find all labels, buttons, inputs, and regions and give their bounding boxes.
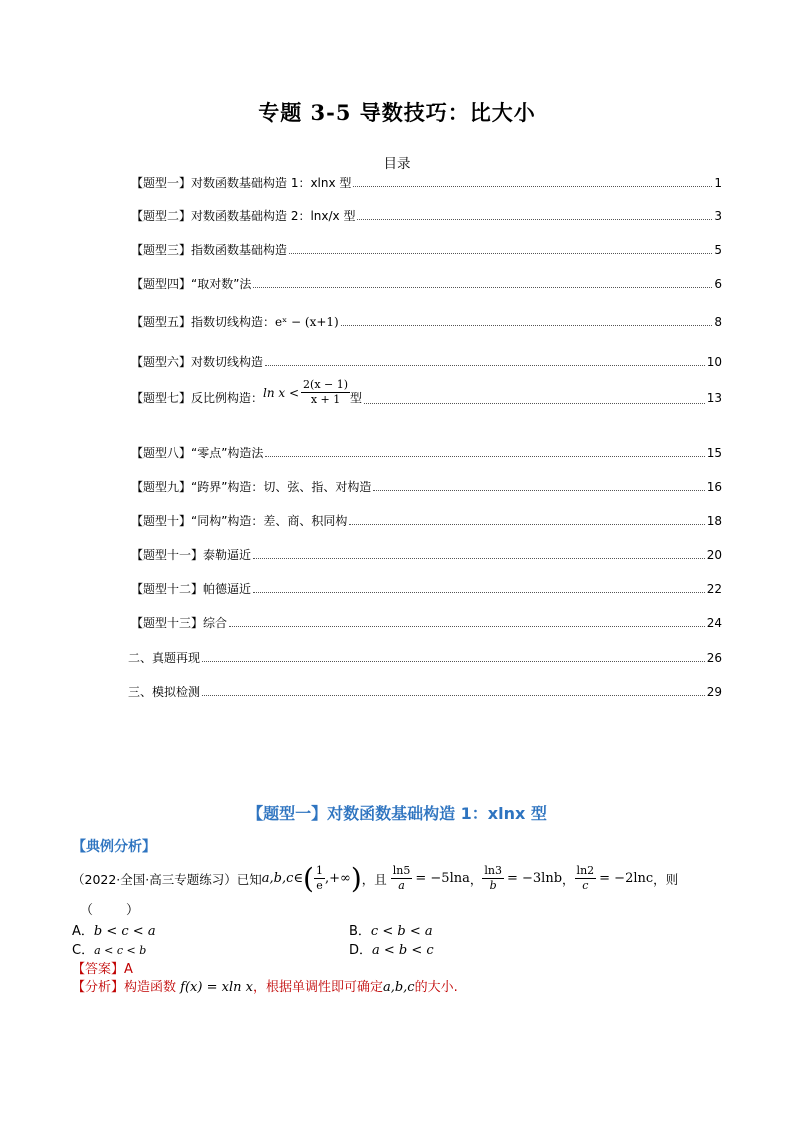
toc-entry-label: 【题型二】对数函数基础构造 2：lnx/x 型 (131, 209, 356, 223)
question-end: ，则 (653, 871, 679, 887)
option-a[interactable] (72, 920, 156, 939)
toc-leader (353, 186, 712, 187)
sep-2: ， (562, 871, 575, 887)
toc-entry-page: 8 (714, 315, 722, 329)
toc-leader (202, 695, 705, 696)
toc-entry[interactable] (131, 208, 722, 224)
toc-entry-label: 【题型五】指数切线构造： (131, 315, 276, 329)
toc-leader (373, 490, 704, 491)
toc-leader (265, 365, 705, 366)
toc-entry[interactable] (131, 242, 722, 258)
toc-entry[interactable] (131, 581, 722, 597)
option-b[interactable] (349, 920, 433, 939)
toc-entry[interactable] (131, 513, 722, 529)
option-text: b < c < a (93, 924, 156, 939)
page-title: 专题 3-5 导数技巧：比大小 (258, 100, 536, 125)
option-text: a < c < b (94, 944, 147, 957)
toc-entry-label: 【题型六】对数切线构造 (131, 355, 264, 369)
toc-entry-label: 【题型四】“取对数”法 (131, 277, 252, 291)
toc-fraction-den: x + 1 (310, 393, 341, 406)
fraction-3-num: ln2 (576, 864, 595, 877)
toc-entry-page: 13 (706, 391, 722, 405)
toc-entry[interactable] (128, 650, 722, 666)
analysis-vars: a,b,c (382, 980, 415, 995)
analysis-end: 的大小. (414, 980, 458, 995)
answer-blank: （ ） (80, 903, 140, 918)
toc-entry-label: 【题型十】“同构”构造：差、商、积同构 (131, 514, 348, 528)
toc-entry-suffix: 型 (350, 391, 363, 405)
answer-line (72, 958, 133, 977)
option-key: D． (349, 943, 373, 958)
toc-entry-page: 1 (714, 176, 722, 190)
toc-entry[interactable] (131, 276, 722, 292)
toc-leader (253, 592, 705, 593)
example-tag: 【典例分析】 (72, 839, 156, 855)
question-prefix: （2022·全国·高三专题练习）已知 (72, 871, 262, 887)
toc-entry-page: 5 (714, 243, 722, 257)
toc-leader (349, 524, 704, 525)
fraction-1-num: ln5 (392, 864, 411, 877)
question-mid: ，且 (361, 871, 387, 887)
option-text: a < b < c (372, 943, 434, 958)
toc-entry-page: 20 (706, 548, 722, 562)
toc-entry[interactable] (131, 479, 722, 495)
toc-entry-page: 22 (706, 582, 722, 596)
answer-tag: 【答案】 (72, 962, 125, 977)
toc-entry-page: 29 (706, 685, 722, 699)
fraction-1-den: a (398, 879, 405, 892)
toc-entry-label: 【题型十三】综合 (131, 616, 228, 630)
fraction-2-den: b (489, 879, 497, 892)
sep-1: ， (469, 871, 483, 887)
toc-entry[interactable] (131, 314, 722, 330)
toc-entry-page: 18 (706, 514, 722, 528)
toc-entry[interactable] (131, 378, 722, 407)
toc-formula-fraction (301, 378, 350, 407)
fraction-1 (391, 864, 413, 893)
option-d[interactable] (349, 939, 434, 958)
fraction-2 (482, 864, 504, 893)
toc-formula-left: ln x < (263, 385, 300, 400)
toc-leader (364, 403, 705, 404)
toc-entry-formula (263, 378, 350, 407)
toc-entry-label: 【题型八】“零点”构造法 (131, 446, 264, 460)
interval-close: ) (350, 861, 362, 895)
toc-entry-label: 【题型十二】帕德逼近 (131, 582, 252, 596)
toc-entry-page: 15 (706, 446, 722, 460)
fraction-2-num: ln3 (484, 864, 502, 877)
option-c[interactable] (72, 939, 146, 958)
toc-fraction-num: 2(x − 1) (303, 378, 349, 391)
question-vars: a,b,c (261, 871, 294, 886)
toc-entry-page: 16 (706, 480, 722, 494)
analysis-func: f(x) = xln x (180, 980, 253, 995)
toc-entry[interactable] (131, 175, 722, 191)
toc-heading: 目录 (383, 156, 411, 172)
toc-entry-page: 3 (714, 209, 722, 223)
toc-leader (202, 661, 705, 662)
option-text: c < b < a (370, 924, 433, 939)
fraction-3-rhs: = −2lnc (599, 871, 654, 886)
toc-entry-math: eˣ − (x+1) (275, 315, 339, 329)
toc-leader (341, 325, 713, 326)
interval-open: ( (303, 861, 314, 895)
toc-entry-page: 6 (714, 277, 722, 291)
option-key: C． (72, 943, 95, 958)
fraction-2-rhs: = −3lnb (506, 871, 563, 886)
toc-entry[interactable] (131, 547, 722, 563)
toc-leader (253, 558, 705, 559)
fraction-3-den: c (582, 879, 589, 892)
toc-leader (265, 456, 704, 457)
interval-fraction (314, 864, 325, 893)
question-in: ∈ (293, 871, 304, 886)
toc-entry-label: 三、模拟检测 (128, 685, 201, 699)
analysis-post: ，根据单调性即可确定 (252, 980, 383, 995)
toc-entry-label: 【题型九】“跨界”构造：切、弦、指、对构造 (131, 480, 372, 494)
toc-leader (253, 287, 712, 288)
analysis-pre: 构造函数 (124, 980, 177, 995)
interval-num: 1 (315, 864, 323, 877)
fraction-3 (575, 864, 597, 893)
interval-tail: ,+∞ (324, 871, 351, 886)
answer-value: A (124, 962, 133, 977)
analysis-tag: 【分析】 (72, 980, 125, 995)
toc-entry[interactable] (131, 445, 722, 461)
toc-leader (289, 253, 712, 254)
toc-entry-page: 24 (706, 616, 722, 630)
toc-entry-page: 10 (706, 355, 722, 369)
section-title: 【题型一】对数函数基础构造 1：xlnx 型 (247, 804, 547, 823)
toc-entry-label: 二、真题再现 (128, 651, 201, 665)
toc-entry-label: 【题型七】反比例构造： (131, 391, 264, 405)
toc-entry-page: 26 (706, 651, 722, 665)
option-key: B． (349, 924, 371, 939)
analysis-line (72, 976, 458, 995)
option-key: A． (72, 924, 94, 939)
toc-entry[interactable] (131, 615, 722, 631)
toc-entry-label: 【题型十一】泰勒逼近 (131, 548, 252, 562)
toc-entry[interactable] (128, 684, 722, 700)
interval-den: e (316, 879, 323, 892)
toc-entry[interactable] (131, 354, 722, 370)
toc-leader (357, 219, 712, 220)
question-text (72, 861, 679, 895)
toc-entry-label: 【题型一】对数函数基础构造 1：xlnx 型 (131, 176, 352, 190)
toc-leader (229, 626, 705, 627)
fraction-1-rhs: = −5lna (415, 871, 470, 886)
toc-entry-label: 【题型三】指数函数基础构造 (131, 243, 288, 257)
